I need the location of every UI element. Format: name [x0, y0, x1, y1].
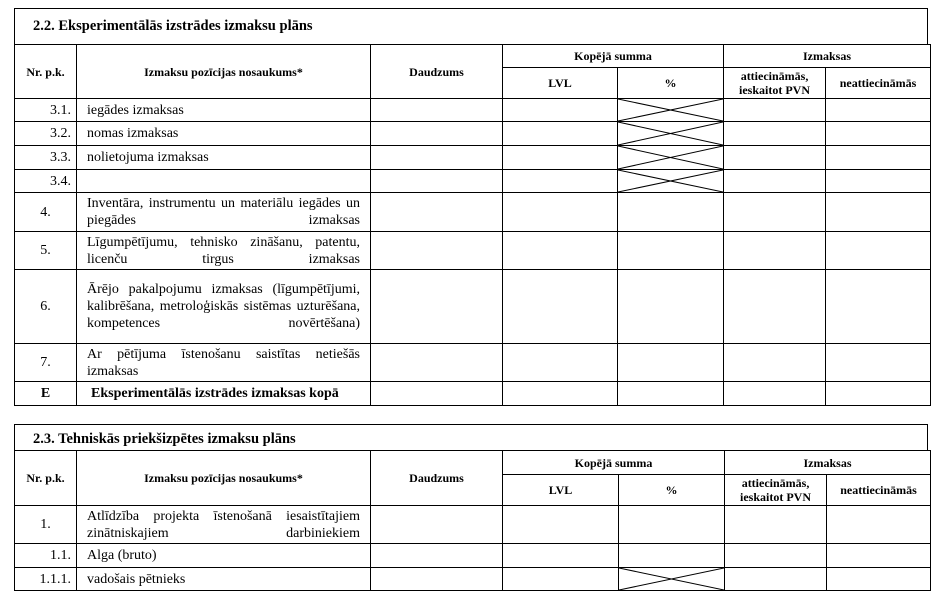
- eligible-cell[interactable]: [724, 146, 826, 170]
- percent-cell[interactable]: [618, 344, 724, 382]
- ineligible-cell[interactable]: [827, 568, 931, 591]
- ineligible-cell[interactable]: [826, 122, 931, 146]
- row-name: Eksperimentālās izstrādes izmaksas kopā: [77, 382, 371, 406]
- header-ineligible: neattiecināmās: [826, 68, 931, 99]
- quantity-cell[interactable]: [371, 344, 503, 382]
- header-eligible: attiecināmās, ieskaitot PVN: [725, 475, 827, 506]
- row-number: E: [15, 382, 77, 406]
- row-name[interactable]: Alga (bruto): [77, 544, 371, 568]
- percent-cell[interactable]: [618, 382, 724, 406]
- row-number: 3.2.: [15, 122, 77, 146]
- header-percent: %: [619, 475, 725, 506]
- eligible-cell[interactable]: [725, 568, 827, 591]
- lvl-cell[interactable]: [503, 146, 618, 170]
- quantity-cell[interactable]: [371, 193, 503, 232]
- eligible-cell[interactable]: [725, 544, 827, 568]
- header-ineligible: neattiecināmās: [827, 475, 931, 506]
- lvl-cell[interactable]: [503, 506, 619, 544]
- quantity-cell[interactable]: [371, 232, 503, 270]
- table-row: [15, 193, 931, 232]
- eligible-cell[interactable]: [724, 382, 826, 406]
- row-name[interactable]: nomas izmaksas: [77, 122, 371, 146]
- eligible-cell[interactable]: [724, 122, 826, 146]
- table-row: [15, 270, 931, 344]
- ineligible-cell[interactable]: [826, 232, 931, 270]
- eligible-cell[interactable]: [724, 344, 826, 382]
- percent-cell[interactable]: [618, 193, 724, 232]
- ineligible-cell[interactable]: [826, 382, 931, 406]
- header-lvl: LVL: [503, 475, 619, 506]
- row-number: 1.: [15, 506, 77, 544]
- percent-cell[interactable]: [619, 544, 725, 568]
- lvl-cell[interactable]: [503, 344, 618, 382]
- quantity-cell[interactable]: [371, 544, 503, 568]
- table-row: [15, 506, 931, 544]
- table-row: [15, 99, 931, 122]
- row-name[interactable]: Ar pētījuma īstenošanu saistītas netiešās izmaksas: [77, 344, 371, 382]
- row-number: 3.1.: [15, 99, 77, 122]
- table-row: [15, 568, 931, 591]
- lvl-cell[interactable]: [503, 99, 618, 122]
- quantity-cell[interactable]: [371, 270, 503, 344]
- row-name[interactable]: nolietojuma izmaksas: [77, 146, 371, 170]
- percent-cell[interactable]: [618, 232, 724, 270]
- header-total: Kopējā summa: [503, 45, 724, 68]
- header-percent: %: [618, 68, 724, 99]
- row-number: 7.: [15, 344, 77, 382]
- eligible-cell[interactable]: [725, 506, 827, 544]
- ineligible-cell[interactable]: [827, 506, 931, 544]
- lvl-cell[interactable]: [503, 544, 619, 568]
- percent-cell[interactable]: [618, 270, 724, 344]
- row-number: 1.1.: [15, 544, 77, 568]
- table-row: [15, 146, 931, 170]
- quantity-cell[interactable]: [371, 170, 503, 193]
- ineligible-cell[interactable]: [826, 344, 931, 382]
- crossed-out-cell: [618, 122, 724, 146]
- eligible-cell[interactable]: [724, 99, 826, 122]
- row-name[interactable]: vadošais pētnieks: [77, 568, 371, 591]
- header-name: Izmaksu pozīcijas nosaukums*: [77, 451, 371, 506]
- crossed-out-cell: [618, 99, 724, 122]
- lvl-cell[interactable]: [503, 170, 618, 193]
- crossed-out-cell: [618, 146, 724, 170]
- section-22-table: [14, 44, 931, 406]
- eligible-cell[interactable]: [724, 270, 826, 344]
- ineligible-cell[interactable]: [826, 146, 931, 170]
- percent-cell[interactable]: [619, 506, 725, 544]
- table-row: [15, 232, 931, 270]
- table-row: [15, 170, 931, 193]
- quantity-cell[interactable]: [371, 122, 503, 146]
- row-name[interactable]: Līgumpētījumu, tehnisko zināšanu, patentu, licenču tirgus izmaksas: [77, 232, 371, 270]
- quantity-cell[interactable]: [371, 506, 503, 544]
- section-23-table: [14, 450, 931, 591]
- lvl-cell[interactable]: [503, 232, 618, 270]
- ineligible-cell[interactable]: [827, 544, 931, 568]
- row-name[interactable]: Atlīdzība projekta īstenošanā iesaistītajiem zinātniskajiem darbiniekiem: [77, 506, 371, 544]
- row-number: 3.3.: [15, 146, 77, 170]
- row-number: 4.: [15, 193, 77, 232]
- quantity-cell[interactable]: [371, 146, 503, 170]
- header-nr: Nr. p.k.: [15, 451, 77, 506]
- lvl-cell[interactable]: [503, 270, 618, 344]
- quantity-cell[interactable]: [371, 382, 503, 406]
- row-name[interactable]: [77, 170, 371, 193]
- header-eligible: attiecināmās, ieskaitot PVN: [724, 68, 826, 99]
- section-22-title: 2.2. Eksperimentālās izstrādes izmaksu plāns: [14, 8, 928, 45]
- header-total: Kopējā summa: [503, 451, 725, 475]
- ineligible-cell[interactable]: [826, 270, 931, 344]
- header-costs: Izmaksas: [725, 451, 931, 475]
- section-23-title: 2.3. Tehniskās priekšizpētes izmaksu plāns: [14, 424, 928, 451]
- ineligible-cell[interactable]: [826, 99, 931, 122]
- table-row: [15, 344, 931, 382]
- header-lvl: LVL: [503, 68, 618, 99]
- table-row-total: [15, 382, 931, 406]
- header-costs: Izmaksas: [724, 45, 931, 68]
- lvl-cell[interactable]: [503, 122, 618, 146]
- header-name: Izmaksu pozīcijas nosaukums*: [77, 45, 371, 99]
- header-quantity: Daudzums: [371, 45, 503, 99]
- crossed-out-cell: [618, 170, 724, 193]
- eligible-cell[interactable]: [724, 232, 826, 270]
- row-name[interactable]: Ārējo pakalpojumu izmaksas (līgumpētījumi, kalibrēšana, metroloģiskās sistēmas uzturēšana, kompetences novērtēšana): [77, 270, 371, 344]
- quantity-cell[interactable]: [371, 99, 503, 122]
- header-nr: Nr. p.k.: [15, 45, 77, 99]
- lvl-cell[interactable]: [503, 568, 619, 591]
- lvl-cell[interactable]: [503, 382, 618, 406]
- row-number: 3.4.: [15, 170, 77, 193]
- eligible-cell[interactable]: [724, 170, 826, 193]
- row-name[interactable]: iegādes izmaksas: [77, 99, 371, 122]
- eligible-cell[interactable]: [724, 193, 826, 232]
- ineligible-cell[interactable]: [826, 193, 931, 232]
- table-row: [15, 122, 931, 146]
- row-number: 1.1.1.: [15, 568, 77, 591]
- ineligible-cell[interactable]: [826, 170, 931, 193]
- row-number: 5.: [15, 232, 77, 270]
- crossed-out-cell: [619, 568, 725, 591]
- row-number: 6.: [15, 270, 77, 344]
- header-quantity: Daudzums: [371, 451, 503, 506]
- quantity-cell[interactable]: [371, 568, 503, 591]
- row-name[interactable]: Inventāra, instrumentu un materiālu iegādes un piegādes izmaksas: [77, 193, 371, 232]
- lvl-cell[interactable]: [503, 193, 618, 232]
- table-row: [15, 544, 931, 568]
